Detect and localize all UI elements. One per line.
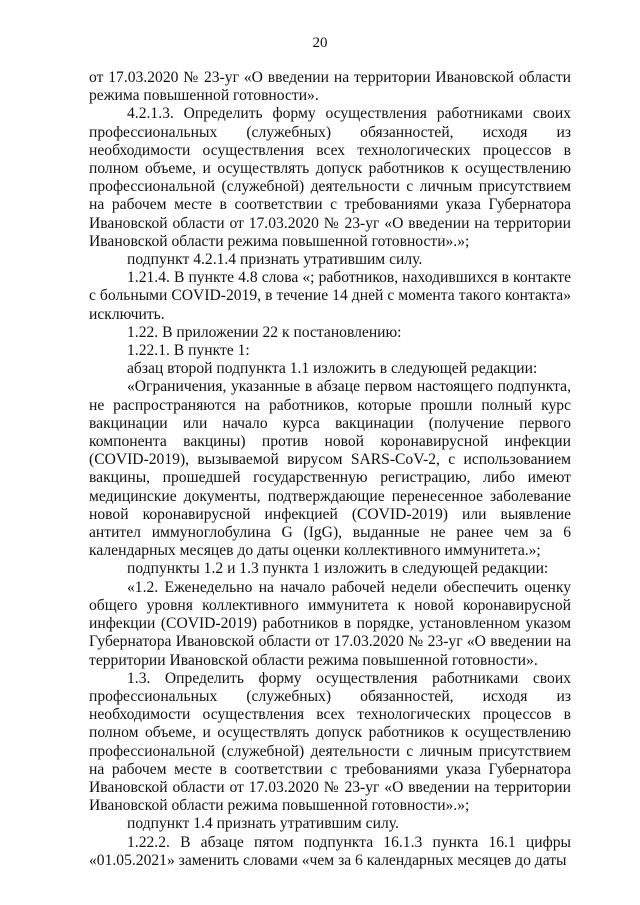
paragraph: 4.2.1.3. Определить форму осуществления работниками своих профессиональных (служебных) обязанностей, исходя из необходимости осуществления всех технологических процессов в полном объеме, и осуществлять допуск работников к осуществлению профессиональной (служебной) деятельности с личным присутствием на рабочем месте в соответствии с требованиями указа Губернатора Ивановской области от 17.03.2020 № 23-уг «О введении на территории Ивановской области режима повышенной готовности».»; (89, 105, 571, 250)
paragraph: «Ограничения, указанные в абзаце первом настоящего подпункта, не распространяются на работников, которые прошли полный курс вакцинации или начало курса вакцинации (получение первого компонента вакцины) против новой коронавирусной инфекции (COVID-2019), вызываемой вирусом SARS-CoV-2, с использованием вакцины, прошедшей государственную регистрацию, либо имеют медицинские документы, подтверждающие перенесенное заболевание новой коронавирусной инфекцией (COVID-2019) или выявление антител иммуноглобулина G (IgG), выданные не ранее чем за 6 календарных месяцев до даты оценки коллективного иммунитета.»; (89, 378, 571, 560)
paragraph: подпункт 1.4 признать утратившим силу. (127, 815, 399, 833)
page-number: 20 (312, 35, 328, 51)
paragraph: подпункты 1.2 и 1.3 пункта 1 изложить в следующей редакции: (127, 560, 549, 578)
paragraph: «1.2. Еженедельно на начало рабочей недели обеспечить оценку общего уровня коллективного иммунитета к новой коронавирусной инфекции (COVID-2019) работников в порядке, установленном указом Губернатора Ивановской области от 17.03.2020 № 23-уг «О введении на территории Ивановской области режима повышенной готовности». (89, 578, 571, 669)
paragraph: подпункт 4.2.1.4 признать утратившим силу. (127, 251, 423, 269)
paragraph: абзац второй подпункта 1.1 изложить в следующей редакции: (127, 360, 538, 378)
paragraph: 1.22.2. В абзаце пятом подпункта 16.1.3 пункта 16.1 цифры «01.05.2021» заменить словами «чем за 6 календарных месяцев до даты (89, 833, 571, 869)
paragraph: 1.22.1. В пункте 1: (127, 342, 250, 360)
paragraph: 1.22. В приложении 22 к постановлению: (127, 323, 402, 341)
paragraph: от 17.03.2020 № 23-уг «О введении на территории Ивановской области режима повышенной готовности». (89, 69, 571, 105)
paragraph: 1.3. Определить форму осуществления работниками своих профессиональных (служебных) обязанностей, исходя из необходимости осуществления всех технологических процессов в полном объеме, и осуществлять допуск работников к осуществлению профессиональной (служебной) деятельности с личным присутствием на рабочем месте в соответствии с требованиями указа Губернатора Ивановской области от 17.03.2020 № 23-уг «О введении на территории Ивановской области режима повышенной готовности».»; (89, 669, 571, 815)
paragraph: 1.21.4. В пункте 4.8 слова «; работников, находившихся в контакте с больными COVID-2019, в течение 14 дней с момента такого контакта» исключить. (89, 269, 571, 323)
document-body (89, 69, 571, 870)
